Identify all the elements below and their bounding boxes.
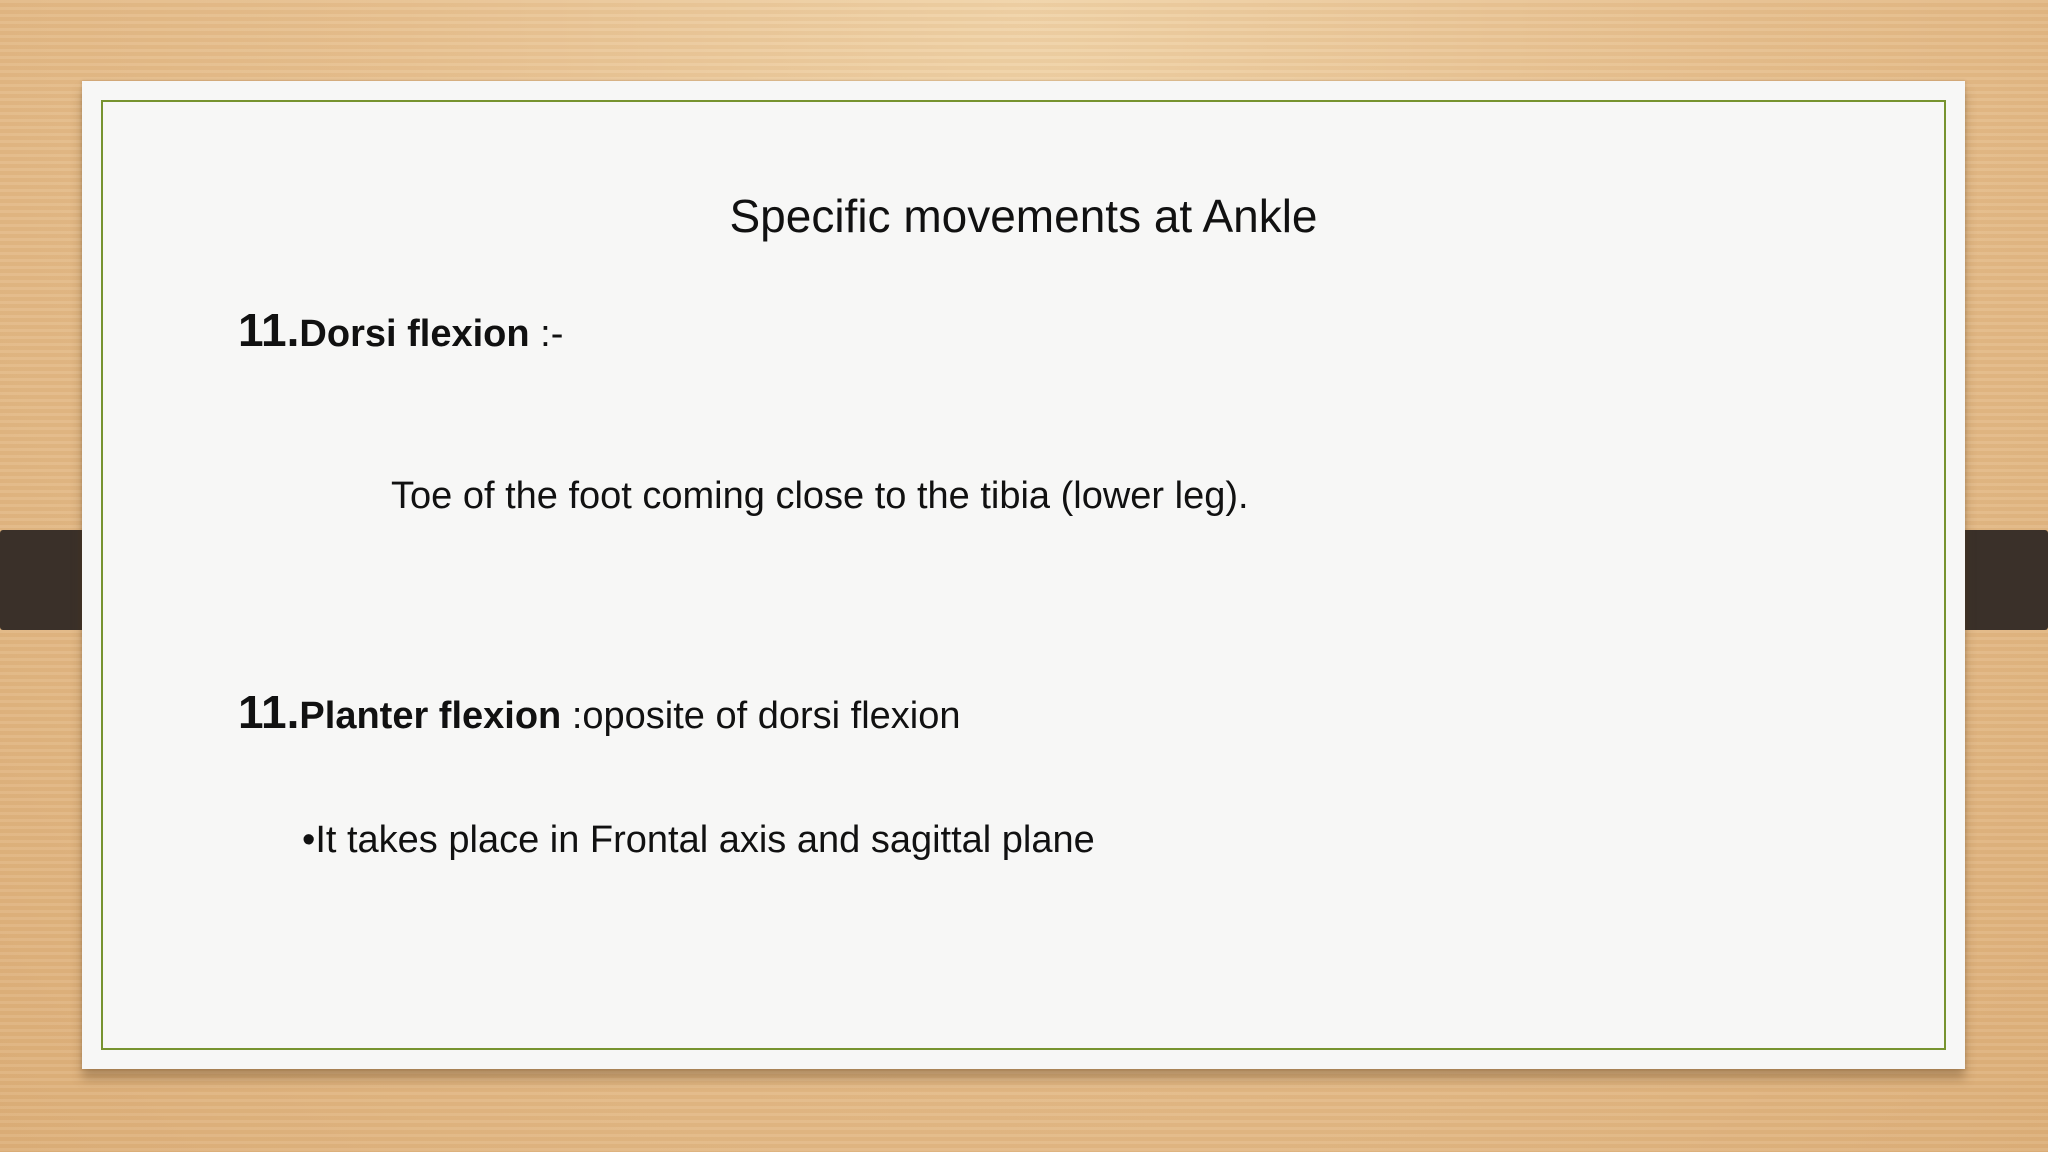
item-number: 11. [238,686,300,738]
item-suffix: :- [529,313,564,355]
slide-title-text: Specific movements at Ankle [729,190,1318,242]
item-planter-flexion-heading [238,685,961,739]
bullet-point [302,819,1095,862]
item-number: 11. [238,304,300,356]
bullet-text: It takes place in Frontal axis and sagittal plane [315,819,1095,861]
bullet-marker: • [302,819,316,861]
item-dorsi-flexion-heading [238,303,563,357]
slide-title [82,189,1965,243]
item-suffix: :oposite of dorsi flexion [561,695,961,737]
item-term: Dorsi flexion [299,313,530,355]
slide-paper [82,81,1965,1069]
item-term: Planter flexion [299,695,562,737]
item-dorsi-flexion-description: Toe of the foot coming close to the tibia (lower leg). [391,475,1249,517]
